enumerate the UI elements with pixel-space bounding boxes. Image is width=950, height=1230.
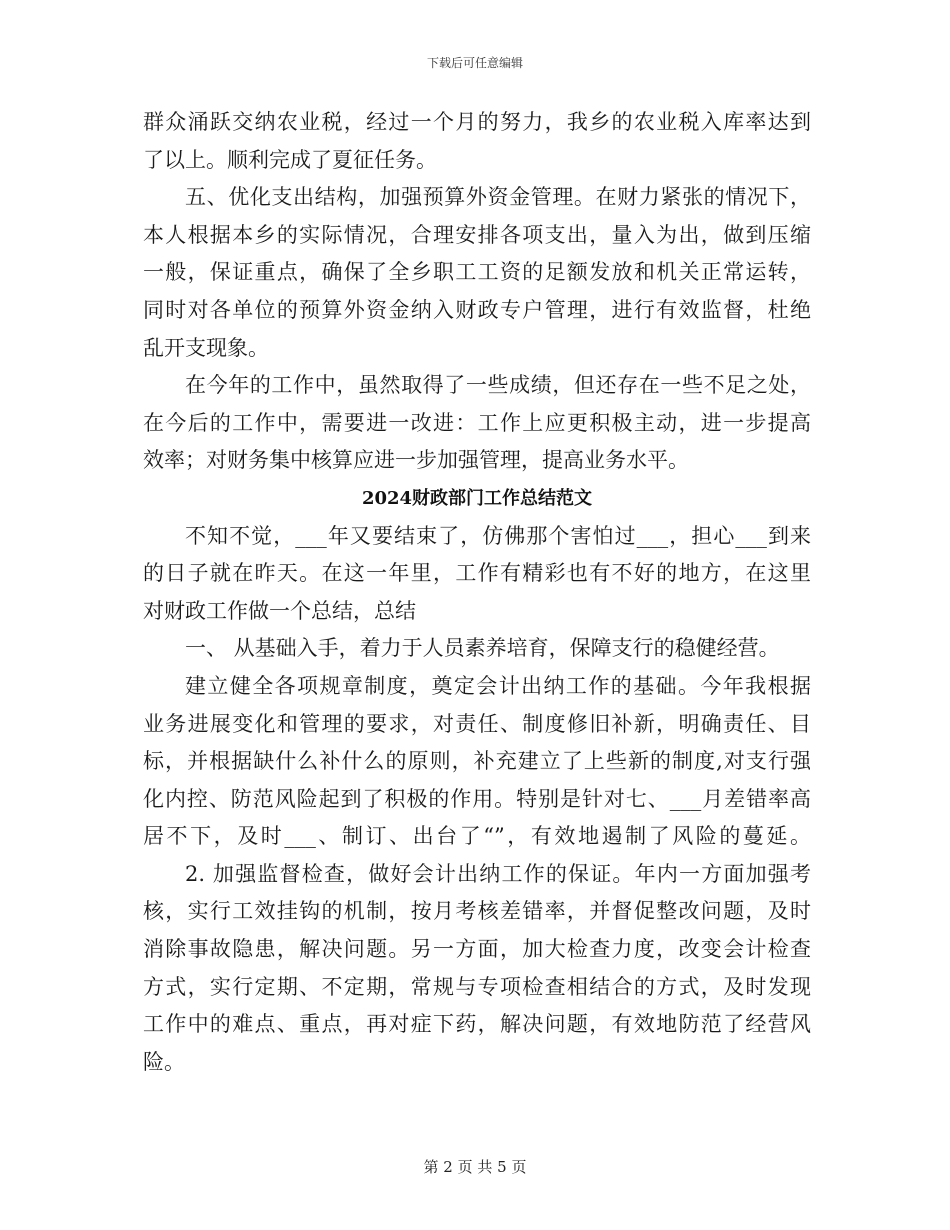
text-line: 标，并根据缺什么补什么的原则，补充建立了上些新的制度,对支行强 [143,749,811,774]
text-line: 了以上。顺利完成了夏征任务。 [143,147,437,172]
text-line: 核，实行工效挂钩的机制，按月考核差错率，并督促整改问题，及时 [143,899,811,924]
text-line: 群众涌跃交纳农业税，经过一个月的努力，我乡的农业税入库率达到 [143,110,811,134]
text-line: 不知不觉，___年又要结束了，仿佛那个害怕过___，担心___到来 [185,523,811,548]
text-line: 居不下，及时___、制订、出台了“”，有效地遏制了风险的蔓延。 [143,824,811,849]
text-line: 消除事故隐患，解决问题。另一方面，加大检查力度，改变会计检查 [143,937,811,962]
text-line: 在今后的工作中，需要进一改进：工作上应更积极主动，进一步提高 [143,410,811,435]
section-heading: 2024财政部门工作总结范文 [361,487,593,509]
text-line: 一般，保证重点，确保了全乡职工工资的足额发放和机关正常运转， [143,260,811,285]
text-line: 险。 [143,1049,185,1074]
text-line: 一、 从基础入手，着力于人员素养培育，保障支行的稳健经营。 [185,636,780,661]
page-footer: 第 2 页 共 5 页 [423,1158,527,1176]
text-line: 化内控、防范风险起到了积极的作用。特别是针对七、___月差错率高 [143,786,811,811]
text-line: 业务进展变化和管理的要求，对责任、制度修旧补新，明确责任、目 [143,711,811,736]
text-line: 乱开支现象。 [143,335,269,360]
text-line: 五、优化支出结构，加强预算外资金管理。在财力紧张的情况下， [185,185,811,210]
text-line: 对财政工作做一个总结，总结 [143,598,416,623]
text-line: 本人根据本乡的实际情况，合理安排各项支出，量入为出，做到压缩 [143,222,811,247]
text-line: 2. 加强监督检查，做好会计出纳工作的保证。年内一方面加强考 [185,861,811,886]
text-line: 方式，实行定期、不定期，常规与专项检查相结合的方式，及时发现 [143,974,811,999]
header-note: 下载后可任意编辑 [426,56,523,70]
text-line: 效率；对财务集中核算应进一步加强管理，提高业务水平。 [143,448,689,473]
text-line: 建立健全各项规章制度，奠定会计出纳工作的基础。今年我根据 [185,673,811,698]
text-line: 的日子就在昨天。在这一年里，工作有精彩也有不好的地方，在这里 [143,561,811,586]
text-line: 在今年的工作中，虽然取得了一些成绩，但还存在一些不足之处， [185,373,811,398]
text-line: 工作中的难点、重点，再对症下药，解决问题，有效地防范了经营风 [143,1012,811,1037]
document-body [143,104,811,1081]
text-line: 同时对各单位的预算外资金纳入财政专户管理，进行有效监督，杜绝 [143,297,811,322]
